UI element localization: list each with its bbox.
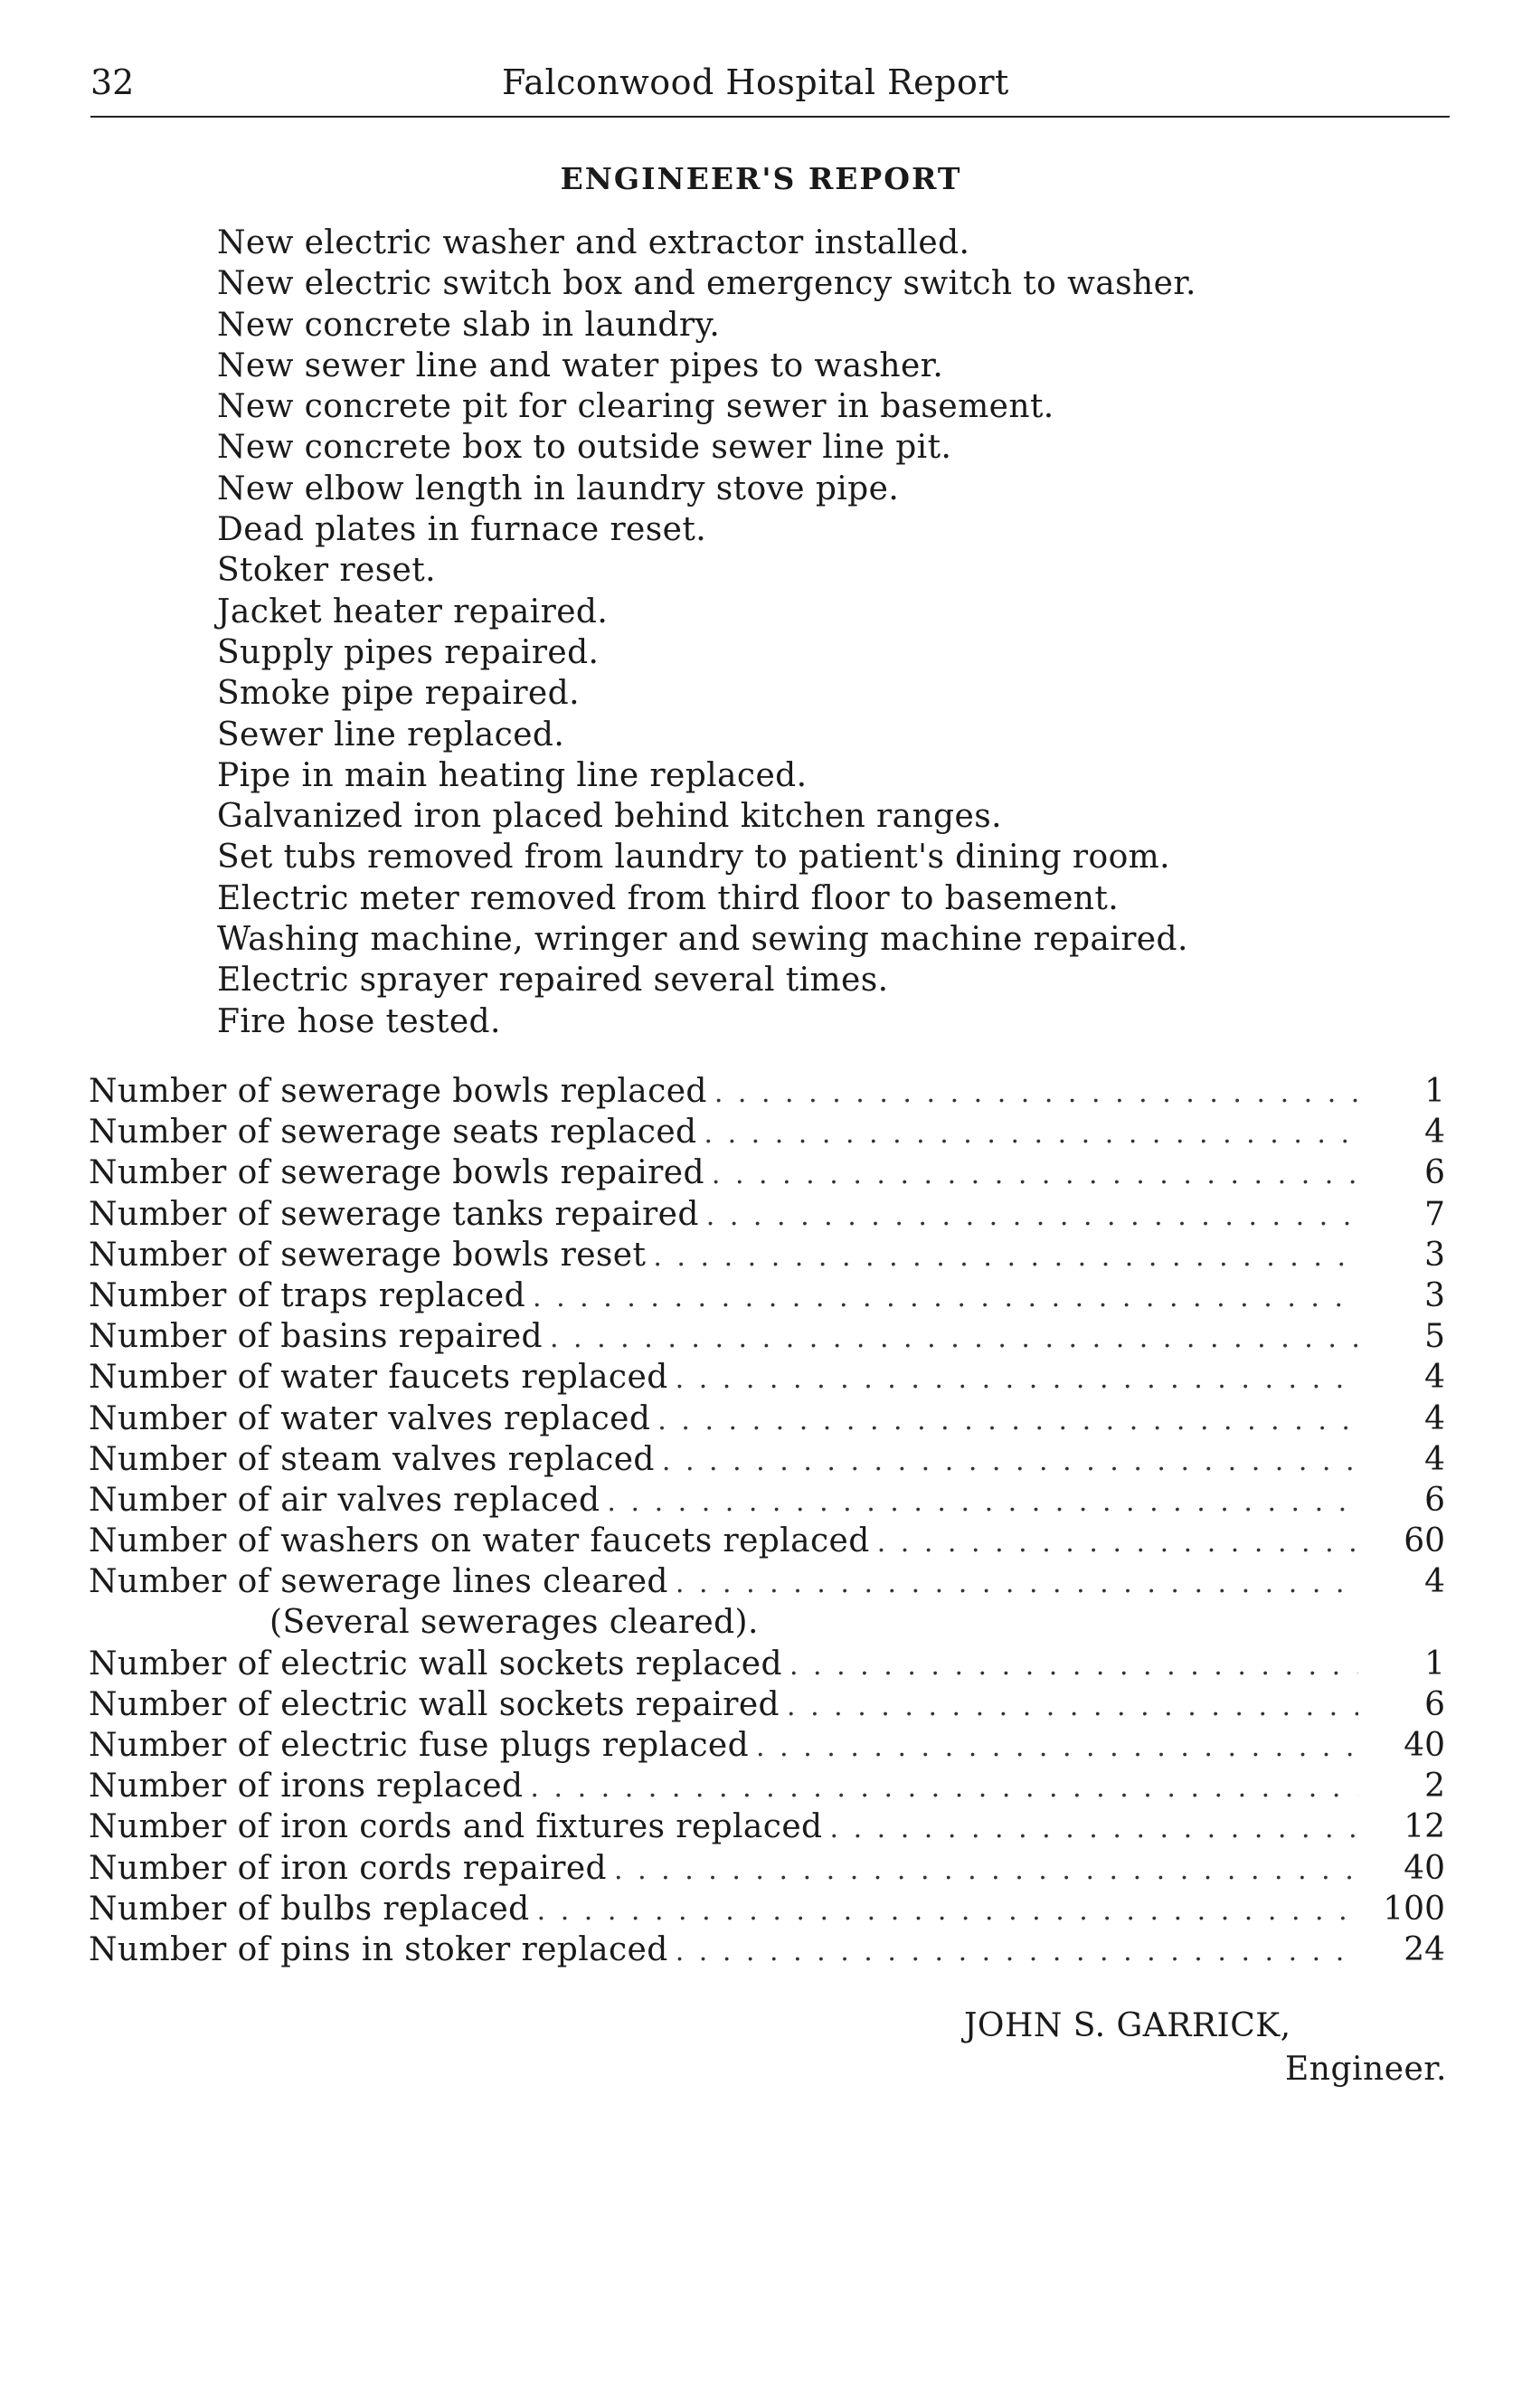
count-note: (Several sewerages cleared).	[269, 1604, 759, 1642]
dot-leader	[787, 1686, 1358, 1727]
count-value: 3	[1424, 1236, 1445, 1274]
dot-leader	[662, 1441, 1358, 1482]
count-row	[89, 1275, 1445, 1316]
count-row	[89, 1071, 1445, 1112]
work-item: Electric meter removed from third floor to basement.	[217, 879, 1120, 917]
count-row	[89, 1848, 1445, 1889]
dot-leader	[704, 1114, 1358, 1154]
dot-leader	[706, 1196, 1358, 1237]
count-label: Number of washers on water faucets replaced	[89, 1522, 870, 1560]
dot-leader	[530, 1768, 1358, 1808]
count-value: 12	[1404, 1808, 1445, 1846]
count-row	[89, 1929, 1445, 1970]
work-item: Supply pipes repaired.	[217, 633, 600, 671]
count-value: 6	[1424, 1481, 1445, 1519]
count-value: 6	[1424, 1154, 1445, 1192]
signature-title: Engineer.	[1284, 2051, 1447, 2088]
dot-leader	[712, 1154, 1358, 1195]
dot-leader	[877, 1522, 1358, 1563]
count-label: Number of sewerage bowls replaced	[89, 1073, 707, 1110]
dot-leader	[714, 1073, 1358, 1114]
count-value: 24	[1404, 1930, 1445, 1968]
work-item: Jacket heater repaired.	[217, 593, 609, 630]
work-item: Smoke pipe repaired.	[217, 675, 580, 713]
dot-leader	[676, 1931, 1358, 1972]
count-row	[89, 1357, 1445, 1398]
count-label: Number of sewerage bowls repaired	[89, 1154, 704, 1192]
count-row	[89, 1194, 1445, 1235]
running-title: Falconwood Hospital Report	[502, 62, 1009, 102]
count-row	[89, 1725, 1445, 1766]
work-item: Sewer line replaced.	[217, 716, 565, 754]
count-value: 40	[1404, 1727, 1445, 1764]
count-row	[89, 1112, 1445, 1152]
count-value: 1	[1424, 1073, 1445, 1110]
count-value: 5	[1424, 1318, 1445, 1356]
count-label: Number of pins in stoker replaced	[89, 1930, 668, 1968]
work-item: Pipe in main heating line replaced.	[217, 756, 808, 794]
work-item: Dead plates in furnace reset.	[217, 511, 707, 549]
count-label: Number of air valves replaced	[89, 1481, 600, 1519]
count-value: 3	[1424, 1276, 1445, 1314]
count-label: Number of sewerage lines cleared	[89, 1563, 668, 1601]
work-item: Set tubs removed from laundry to patient's dining room.	[217, 839, 1171, 877]
count-label: Number of sewerage bowls reset	[89, 1236, 647, 1274]
count-value: 4	[1424, 1114, 1445, 1152]
dot-leader	[676, 1563, 1358, 1604]
count-row	[89, 1398, 1445, 1439]
count-value: 4	[1424, 1440, 1445, 1478]
count-row	[89, 1316, 1445, 1357]
dot-leader	[830, 1808, 1358, 1849]
work-item: New sewer line and water pipes to washer.	[217, 346, 944, 384]
count-label: Number of water valves replaced	[89, 1399, 651, 1437]
count-row	[89, 1684, 1445, 1725]
section-title: ENGINEER'S REPORT	[560, 161, 962, 196]
dot-leader	[550, 1318, 1358, 1359]
work-item: New concrete pit for clearing sewer in basement.	[217, 388, 1054, 426]
count-label: Number of traps replaced	[89, 1276, 526, 1314]
work-item: Washing machine, wringer and sewing machine repaired.	[217, 921, 1188, 959]
dot-leader	[653, 1237, 1358, 1277]
count-value: 4	[1424, 1359, 1445, 1397]
work-item: Galvanized iron placed behind kitchen ranges.	[217, 798, 1002, 836]
dot-leader	[614, 1850, 1358, 1891]
count-label: Number of steam valves replaced	[89, 1440, 655, 1478]
dot-leader	[607, 1482, 1358, 1522]
count-value: 4	[1424, 1399, 1445, 1437]
page-number: 32	[90, 62, 135, 102]
count-value: 2	[1424, 1768, 1445, 1806]
counts-table	[89, 1071, 1445, 1970]
count-label: Number of basins repaired	[89, 1318, 543, 1356]
count-row	[89, 1235, 1445, 1275]
work-item: New electric switch box and emergency switch to washer.	[217, 265, 1196, 303]
count-label: Number of electric fuse plugs replaced	[89, 1727, 750, 1764]
running-header	[90, 56, 1447, 109]
work-item: New concrete slab in laundry.	[217, 306, 721, 344]
count-value: 7	[1424, 1195, 1445, 1233]
count-value: 40	[1404, 1849, 1445, 1887]
count-row	[89, 1644, 1445, 1684]
count-row	[89, 1766, 1445, 1806]
count-row	[89, 1480, 1445, 1521]
dot-leader	[756, 1727, 1358, 1768]
count-row	[89, 1561, 1445, 1602]
count-label: Number of electric wall sockets replaced	[89, 1645, 782, 1683]
work-item: New elbow length in laundry stove pipe.	[217, 469, 900, 507]
signature-name: JOHN S. GARRICK,	[964, 2007, 1291, 2044]
work-item: Electric sprayer repaired several times.	[217, 962, 889, 1000]
count-label: Number of iron cords repaired	[89, 1849, 607, 1887]
work-item: Stoker reset.	[217, 552, 436, 590]
count-row	[89, 1152, 1445, 1193]
count-label: Number of water faucets replaced	[89, 1359, 668, 1397]
header-rule	[90, 116, 1450, 118]
count-value: 1	[1424, 1645, 1445, 1683]
count-label: Number of bulbs replaced	[89, 1890, 530, 1928]
count-row	[89, 1439, 1445, 1480]
count-label: Number of electric wall sockets repaired	[89, 1685, 780, 1723]
dot-leader	[537, 1891, 1358, 1931]
count-value: 6	[1424, 1685, 1445, 1723]
count-row	[89, 1806, 1445, 1847]
dot-leader	[657, 1400, 1358, 1441]
count-row	[89, 1521, 1445, 1561]
dot-leader	[676, 1359, 1358, 1399]
work-item: New electric washer and extractor installed.	[217, 224, 970, 261]
work-items-list	[217, 223, 1196, 1042]
count-label: Number of irons replaced	[89, 1768, 524, 1806]
work-item: Fire hose tested.	[217, 1002, 501, 1040]
count-label: Number of iron cords and fixtures replaced	[89, 1808, 823, 1846]
count-row	[89, 1889, 1445, 1929]
count-label: Number of sewerage seats replaced	[89, 1114, 697, 1152]
work-item: New concrete box to outside sewer line pit.	[217, 429, 952, 467]
count-value: 100	[1383, 1890, 1445, 1928]
count-value: 60	[1404, 1522, 1445, 1560]
count-label: Number of sewerage tanks repaired	[89, 1195, 699, 1233]
dot-leader	[789, 1645, 1358, 1686]
count-value: 4	[1424, 1563, 1445, 1601]
dot-leader	[533, 1277, 1358, 1318]
